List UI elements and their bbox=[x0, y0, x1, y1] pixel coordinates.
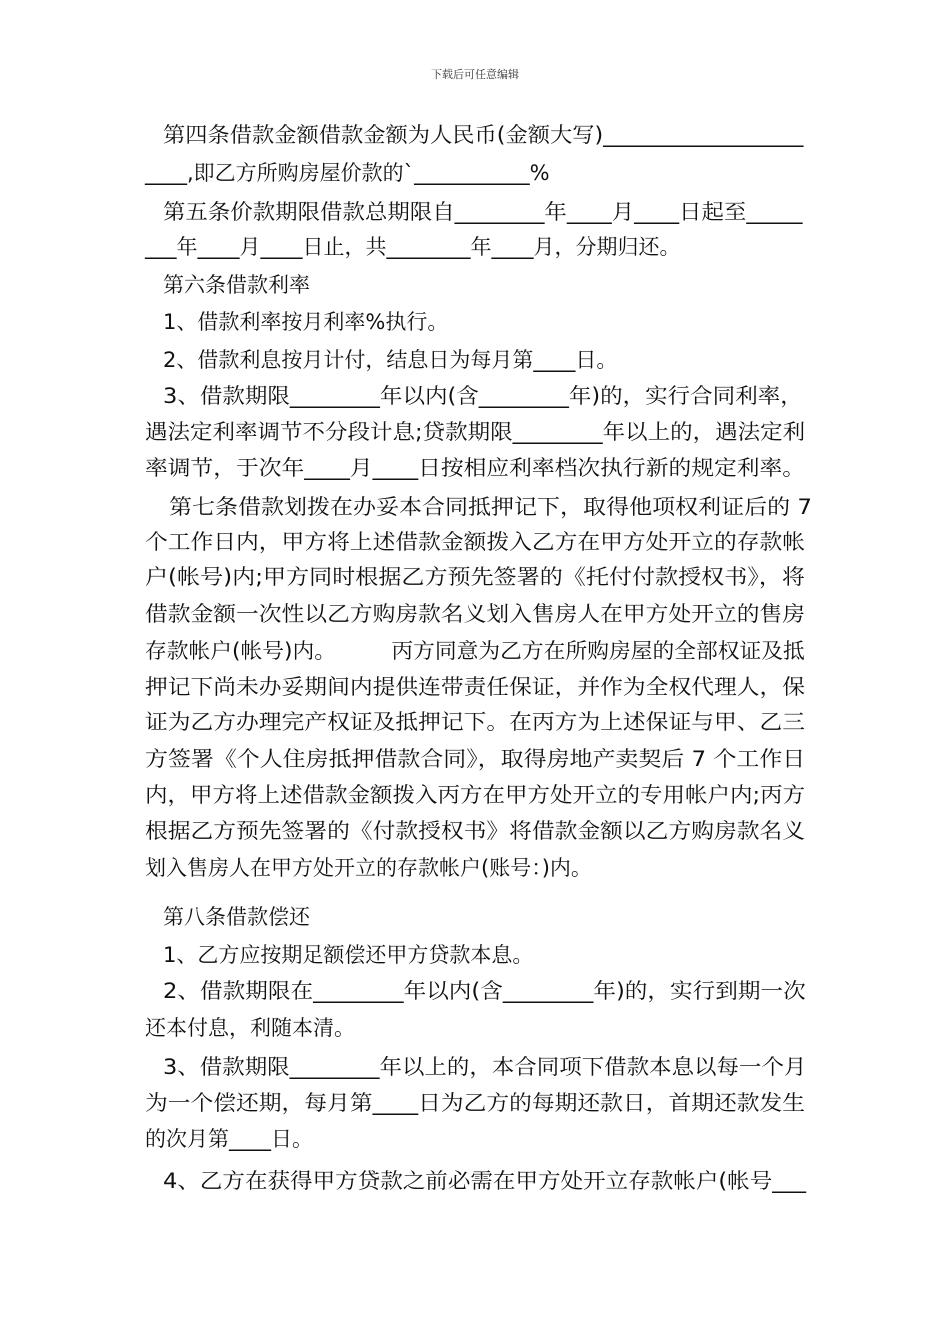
text-line: 押记下尚未办妥期间内提供连带责任保证，并作为全权代理人，保 bbox=[145, 675, 805, 699]
text-line: 第七条借款划拨在办妥本合同抵押记下，取得他项权利证后的 7 bbox=[169, 495, 813, 519]
text-line: ___年____月____日止，共________年____月，分期归还。 bbox=[145, 235, 681, 259]
text-line: 第八条借款偿还 bbox=[163, 905, 310, 929]
text-line: 户(帐号)内;甲方同时根据乙方预先签署的《托付付款授权书》，将 bbox=[145, 565, 805, 589]
text-line: 第四条借款金额借款金额为人民币(金额大写)__________________ bbox=[163, 123, 804, 147]
text-line: 借款金额一次性以乙方购房款名义划入售房人在甲方处开立的售房 bbox=[145, 602, 805, 626]
text-line: 3、借款期限________年以内(含________年)的，实行合同利率， bbox=[163, 384, 803, 408]
text-line: 为一个偿还期，每月第____日为乙方的每期还款日，首期还款发生 bbox=[145, 1091, 805, 1115]
text-line: 1、借款利率按月利率%执行。 bbox=[163, 310, 449, 334]
text-line: 还本付息，利随本清。 bbox=[145, 1016, 355, 1040]
text-line: 4、乙方在获得甲方贷款之前必需在甲方处开立存款帐户(帐号___ bbox=[163, 1169, 807, 1193]
text-line: 方签署《个人住房抵押借款合同》，取得房地产卖契后 7 个工作日 bbox=[145, 747, 806, 771]
text-line: 存款帐户(帐号)内。 丙方同意为乙方在所购房屋的全部权证及抵 bbox=[145, 639, 805, 663]
text-line: 第六条借款利率 bbox=[163, 273, 310, 297]
text-line: 根据乙方预先签署的《付款授权书》将借款金额以乙方购房款名义 bbox=[145, 819, 805, 843]
text-line: 第五条价款期限借款总期限自________年____月____日起至_____ bbox=[163, 200, 803, 224]
text-line: 3、借款期限________年以上的，本合同项下借款本息以每一个月 bbox=[163, 1055, 807, 1079]
text-line: 2、借款期限在________年以内(含________年)的，实行到期一次 bbox=[163, 979, 806, 1003]
text-line: 个工作日内，甲方将上述借款金额拨入乙方在甲方处开立的存款帐 bbox=[145, 530, 805, 554]
text-line: ____,即乙方所购房屋价款的`___________% bbox=[145, 161, 550, 185]
page-header: 下载后可任意编辑 bbox=[431, 68, 519, 81]
text-line: 划入售房人在甲方处开立的存款帐户(账号：)内。 bbox=[145, 856, 592, 880]
text-line: 率调节，于次年____月____日按相应利率档次执行新的规定利率。 bbox=[145, 456, 805, 480]
text-line: 证为乙方办理完产权证及抵押记下。在丙方为上述保证与甲、乙三 bbox=[145, 710, 805, 734]
text-line: 遇法定利率调节不分段计息;贷款期限________年以上的，遇法定利 bbox=[145, 420, 806, 444]
text-line: 1、乙方应按期足额偿还甲方贷款本息。 bbox=[163, 943, 534, 967]
text-line: 内，甲方将上述借款金额拨入丙方在甲方处开立的专用帐户内;丙方 bbox=[145, 783, 806, 807]
text-line: 2、借款利息按月计付，结息日为每月第____日。 bbox=[163, 348, 618, 372]
text-line: 的次月第____日。 bbox=[145, 1127, 313, 1151]
